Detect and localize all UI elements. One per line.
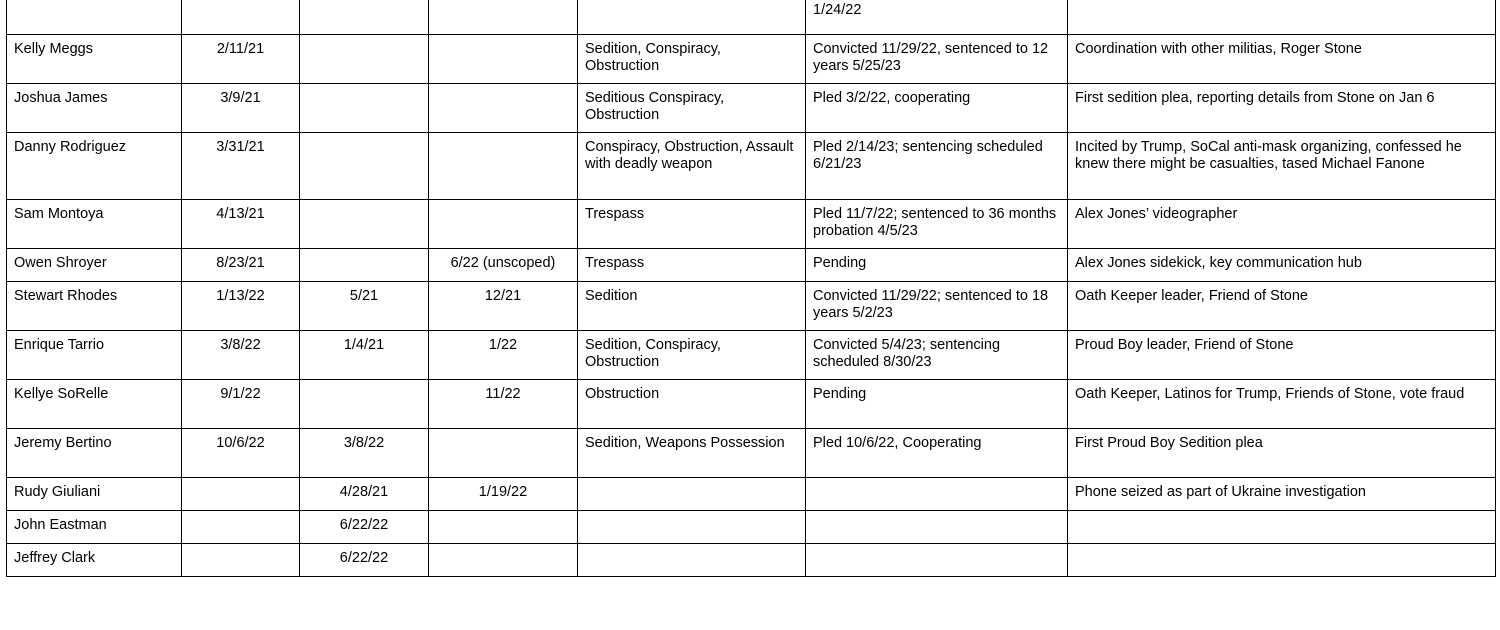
cell-date1: 1/13/22 (182, 282, 300, 331)
cell-date1: 3/31/21 (182, 133, 300, 200)
cell-name: Jeremy Bertino (7, 429, 182, 478)
cell-status: Pled 3/2/22, cooperating (806, 84, 1068, 133)
cell-notes (1068, 0, 1496, 35)
cell-name: Rudy Giuliani (7, 478, 182, 511)
table-row (7, 511, 1496, 544)
cell-status: Pled 10/6/22, Cooperating (806, 429, 1068, 478)
cell-date2: 6/22/22 (300, 511, 429, 544)
cell-status: Pled 11/7/22; sentenced to 36 months probation 4/5/23 (806, 200, 1068, 249)
table-row (7, 478, 1496, 511)
cell-date1: 3/8/22 (182, 331, 300, 380)
cell-notes: Alex Jones sidekick, key communication hub (1068, 249, 1496, 282)
cell-name: Kelly Meggs (7, 35, 182, 84)
cell-status (806, 544, 1068, 577)
table-row (7, 35, 1496, 84)
cell-charges (578, 511, 806, 544)
cell-notes: Oath Keeper leader, Friend of Stone (1068, 282, 1496, 331)
cell-status (806, 511, 1068, 544)
cell-date3: 11/22 (429, 380, 578, 429)
cell-name: Jeffrey Clark (7, 544, 182, 577)
cell-date3 (429, 511, 578, 544)
cell-charges (578, 478, 806, 511)
cell-date3: 12/21 (429, 282, 578, 331)
cell-date2: 1/4/21 (300, 331, 429, 380)
cell-date1: 10/6/22 (182, 429, 300, 478)
cell-charges: Seditious Conspiracy, Obstruction (578, 84, 806, 133)
cell-status: 1/24/22 (806, 0, 1068, 35)
cell-date2 (300, 84, 429, 133)
cell-date1: 9/1/22 (182, 380, 300, 429)
table-row-partial (7, 0, 1496, 35)
cell-date3 (429, 544, 578, 577)
investigations-table (6, 0, 1496, 577)
cell-status (806, 478, 1068, 511)
cell-charges: Sedition, Conspiracy, Obstruction (578, 35, 806, 84)
cell-name: Enrique Tarrio (7, 331, 182, 380)
table-row (7, 380, 1496, 429)
table-row (7, 331, 1496, 380)
cell-charges: Conspiracy, Obstruction, Assault with deadly weapon (578, 133, 806, 200)
cell-notes: Oath Keeper, Latinos for Trump, Friends of Stone, vote fraud (1068, 380, 1496, 429)
cell-charges: Obstruction (578, 380, 806, 429)
cell-notes (1068, 511, 1496, 544)
cell-date2 (300, 200, 429, 249)
cell-date1 (182, 478, 300, 511)
cell-date3 (429, 429, 578, 478)
table-row (7, 200, 1496, 249)
cell-date3 (429, 84, 578, 133)
table-row (7, 84, 1496, 133)
cell-charges: Sedition (578, 282, 806, 331)
cell-date3 (429, 200, 578, 249)
table-row (7, 429, 1496, 478)
cell-date3 (429, 35, 578, 84)
cell-status: Convicted 5/4/23; sentencing scheduled 8/30/23 (806, 331, 1068, 380)
cell-date3: 6/22 (unscoped) (429, 249, 578, 282)
cell-date3 (429, 0, 578, 35)
cell-date1 (182, 511, 300, 544)
table-row (7, 282, 1496, 331)
cell-name: Kellye SoRelle (7, 380, 182, 429)
cell-notes: Coordination with other militias, Roger Stone (1068, 35, 1496, 84)
cell-date2 (300, 0, 429, 35)
cell-status: Pending (806, 249, 1068, 282)
cell-charges: Sedition, Conspiracy, Obstruction (578, 331, 806, 380)
cell-name: Sam Montoya (7, 200, 182, 249)
cell-notes: First sedition plea, reporting details from Stone on Jan 6 (1068, 84, 1496, 133)
cell-date1 (182, 0, 300, 35)
cell-date3 (429, 133, 578, 200)
table-row (7, 249, 1496, 282)
cell-notes: Proud Boy leader, Friend of Stone (1068, 331, 1496, 380)
cell-notes: First Proud Boy Sedition plea (1068, 429, 1496, 478)
cell-status: Pled 2/14/23; sentencing scheduled 6/21/23 (806, 133, 1068, 200)
cell-notes: Phone seized as part of Ukraine investigation (1068, 478, 1496, 511)
cell-date3: 1/22 (429, 331, 578, 380)
cell-name: Joshua James (7, 84, 182, 133)
cell-charges: Sedition, Weapons Possession (578, 429, 806, 478)
cell-charges (578, 0, 806, 35)
cell-charges (578, 544, 806, 577)
cell-status: Pending (806, 380, 1068, 429)
cell-charges: Trespass (578, 249, 806, 282)
table-row (7, 544, 1496, 577)
cell-status: Convicted 11/29/22, sentenced to 12 years 5/25/23 (806, 35, 1068, 84)
cell-date2: 3/8/22 (300, 429, 429, 478)
cell-notes (1068, 544, 1496, 577)
cell-name: Stewart Rhodes (7, 282, 182, 331)
cell-date2 (300, 133, 429, 200)
cell-name: Danny Rodriguez (7, 133, 182, 200)
cell-date2: 5/21 (300, 282, 429, 331)
cell-name: John Eastman (7, 511, 182, 544)
cell-name: Owen Shroyer (7, 249, 182, 282)
cell-charges: Trespass (578, 200, 806, 249)
cell-date2 (300, 35, 429, 84)
cell-name (7, 0, 182, 35)
cell-date3: 1/19/22 (429, 478, 578, 511)
cell-date1: 2/11/21 (182, 35, 300, 84)
cell-notes: Alex Jones’ videographer (1068, 200, 1496, 249)
cell-date2: 4/28/21 (300, 478, 429, 511)
table-row (7, 133, 1496, 200)
cell-date1: 4/13/21 (182, 200, 300, 249)
cell-status: Convicted 11/29/22; sentenced to 18 years 5/2/23 (806, 282, 1068, 331)
cell-date1: 3/9/21 (182, 84, 300, 133)
cell-date1: 8/23/21 (182, 249, 300, 282)
cell-date2: 6/22/22 (300, 544, 429, 577)
cell-date2 (300, 380, 429, 429)
cell-date2 (300, 249, 429, 282)
cell-notes: Incited by Trump, SoCal anti-mask organizing, confessed he knew there might be casualties, tased Michael Fanone (1068, 133, 1496, 200)
cell-date1 (182, 544, 300, 577)
